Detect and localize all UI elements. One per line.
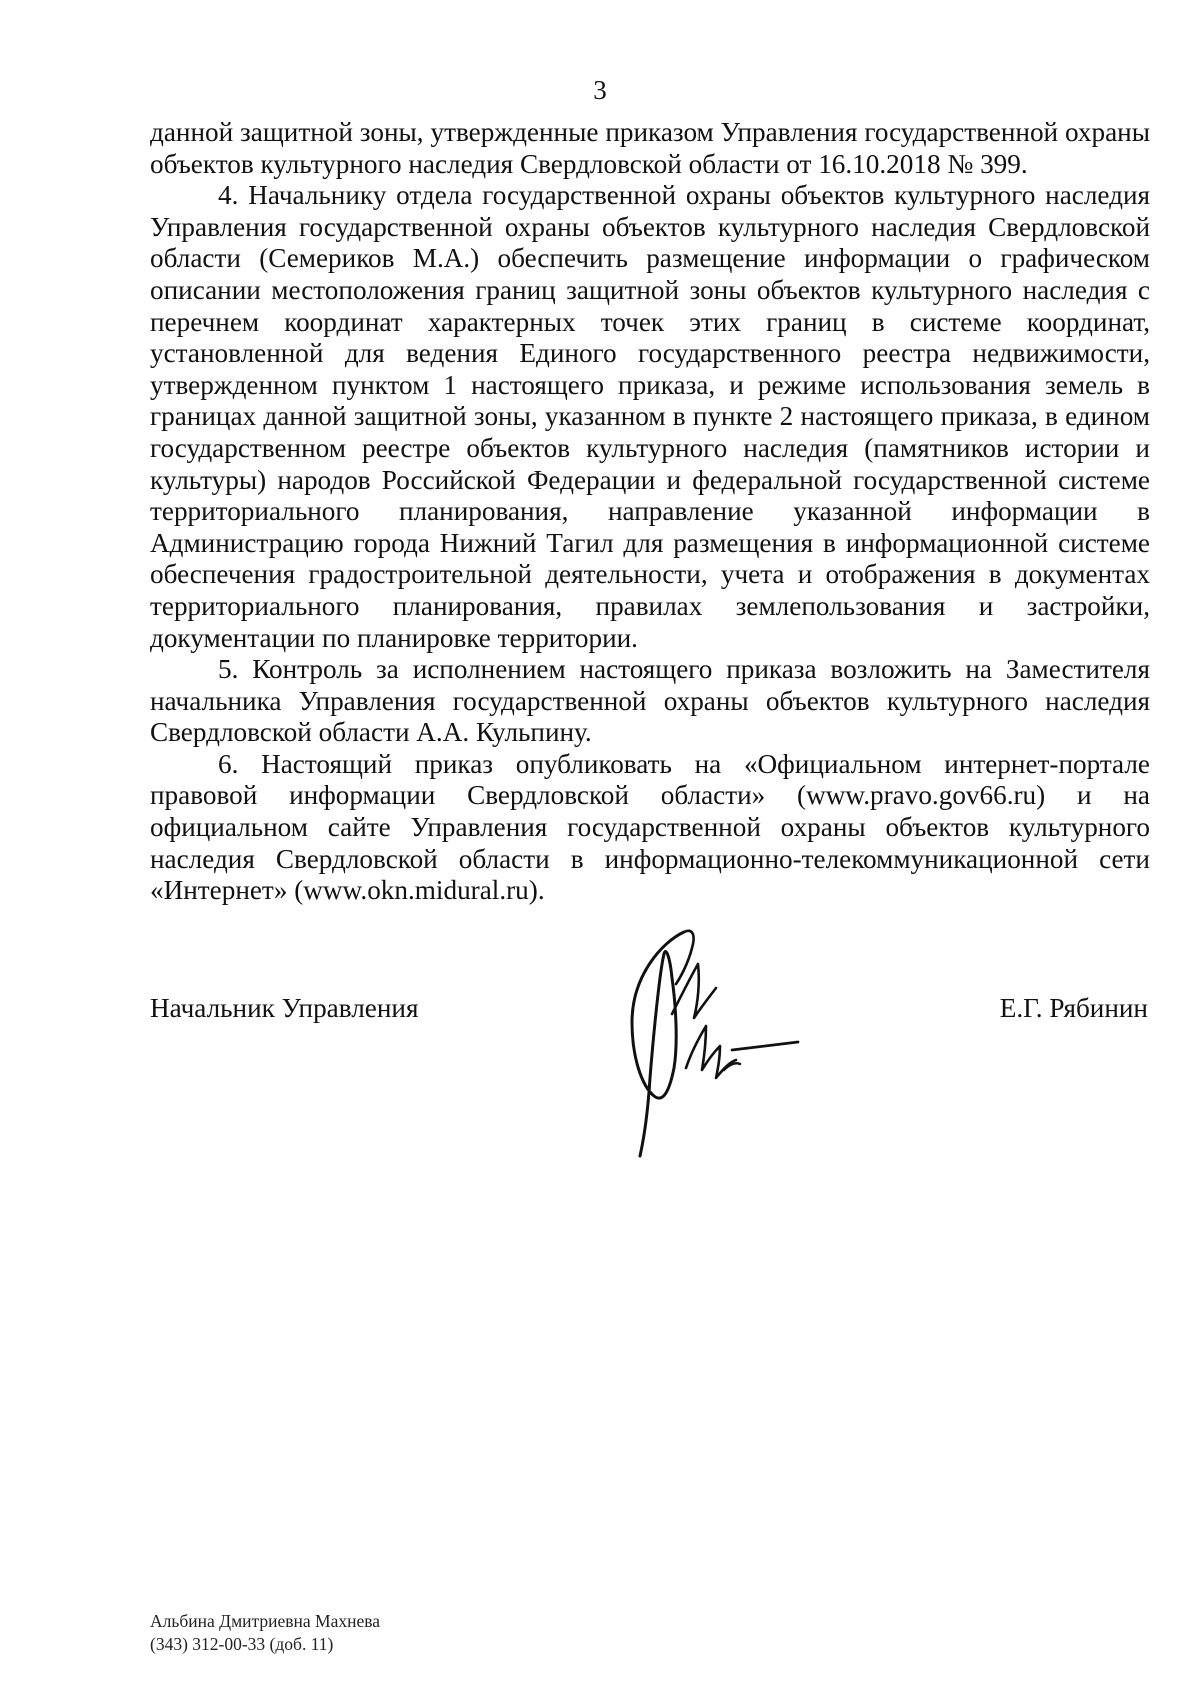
paragraph-item-6: 6. Настоящий приказ опубликовать на «Официальном интернет-портале правовой информации Свердловской области» (www.pravo.gov66.ru) и на официальном сайте Управления государственной охраны объектов культурного наследия Свердловской области в информационно-телекоммуникационной сети «Интернет» (www.okn.midural.ru).	[150, 748, 1150, 906]
document-body	[150, 117, 1150, 907]
handwritten-signature	[620, 918, 820, 1168]
paragraph-continuation: данной защитной зоны, утвержденные приказом Управления государственной охраны объектов культурного наследия Свердловской области от 16.10.2018 № 399.	[150, 117, 1150, 179]
signatory-title: Начальник Управления	[150, 993, 419, 1023]
executor-phone: (343) 312-00-33 (доб. 11)	[150, 1634, 334, 1654]
executor-footer	[150, 1610, 380, 1656]
signatory-name: Е.Г. Рябинин	[999, 993, 1148, 1023]
paragraph-item-5: 5. Контроль за исполнением настоящего приказа возложить на Заместителя начальника Управления государственной охраны объектов культурного наследия Свердловской области А.А. Кульпину.	[150, 654, 1150, 748]
executor-name: Альбина Дмитриевна Махнева	[150, 1611, 381, 1631]
paragraph-item-4: 4. Начальнику отдела государственной охраны объектов культурного наследия Управления государственной охраны объектов культурного наследия Свердловской области (Семериков М.А.) обеспечить размещение информации о графическом описании местоположения границ защитной зоны объектов культурного наследия с перечнем координат характерных точек этих границ в системе координат, установленной для ведения Единого государственного реестра недвижимости, утвержденном пунктом 1 настоящего приказа, и режиме использования земель в границах данной защитной зоны, указанном в пункте 2 настоящего приказа, в едином государственном реестре объектов культурного наследия (памятников истории и культуры) народов Российской Федерации и федеральной государственной системе территориального планирования, направление указанной информации в Администрацию города Нижний Тагил для размещения в информационной системе обеспечения градостроительной деятельности, учета и отображения в документах территориального планирования, правилах землепользования и застройки, документации по планировке территории.	[150, 180, 1150, 653]
page-number: 3	[593, 75, 607, 105]
